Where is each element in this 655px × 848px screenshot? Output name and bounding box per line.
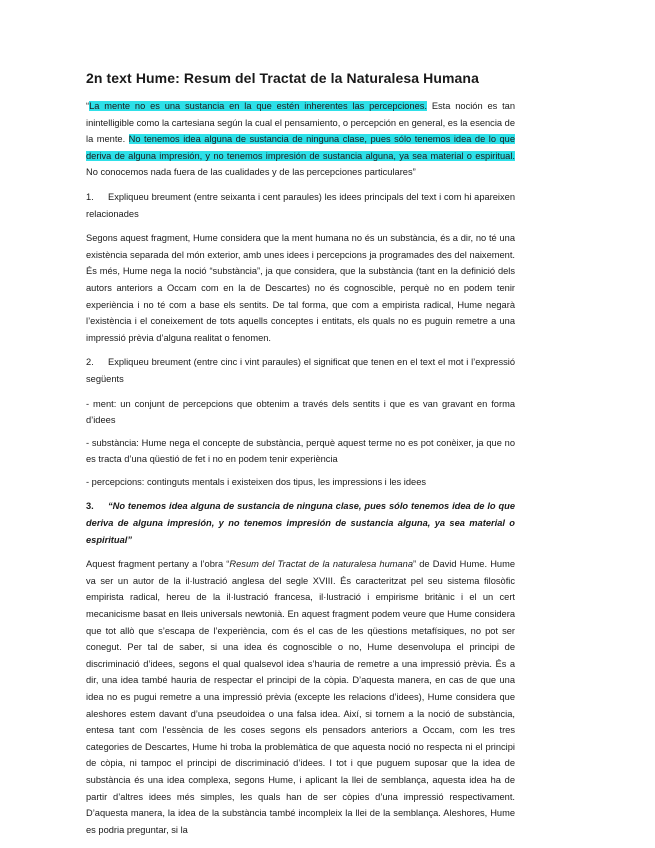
answer-3-body: ” de David Hume. Hume va ser un autor de la il·lustració anglesa del segle XVIII. És caracteritzat pel seu sistema filosòfic empirista radical, hereu de la il·lustració francesa, il·lustració i empirisme britànic i el un cert mecanicisme basat en lleis universals newtonià. En aquest fragment podem veure que Hume considera que tot allò que s’escapa de l’experiència, com és el cas de les qüestions metafísiques, no pot ser conegut. Per tal de saber, si una idea és cognoscible o no, Hume desenvolupa el principi de discriminació d’idees, segons el qual qualsevol idea s’hauria de remetre a una impressió prèvia. És a dir, una idea també hauria de respectar el principi de la còpia. D’aquesta manera, en cas de que una idea no es pugui remetre a una impressió prèvia (excepte les relacions d’idees), Hume considera que aleshores estem davant d’una pseudoidea o una falsa idea. Així, si tornem a la noció de substància, entesa tant com l’essència de les coses segons els pensadors anteriors a Occam, com les tres categories de Descartes, Hume hi troba la problemàtica de que aquesta noció no respecta ni el principi de còpia, ni tampoc el principi de discriminació d’idees. I tot i que puguem suposar que la idea de substància és una idea complexa, segons Hume, i aplicant la llei de semblança, aquesta idea ha de partir d’altres idees més simples, les quals han de ser còpies d’una impressió respectivament. D’aquesta manera, la idea de la substància també incompleix la llei de la semblança. Aleshores, Hume es podria preguntar, si la: [86, 559, 515, 835]
question-2: [86, 354, 515, 387]
highlighted-text-2: No tenemos idea alguna de sustancia de ninguna clase, pues sólo tenemos idea de lo que deriva de alguna impresión, y no tenemos impresión de sustancia alguna, ya sea material o espiritual.: [86, 134, 515, 161]
answer-3: [86, 556, 515, 838]
answer-1: Segons aquest fragment, Hume considera que la ment humana no és un substància, és a dir, no té una existència separada del món exterior, amb unes idees i percepcions ja programades des del naixement. És més, Hume nega la noció “substància”, ja que considera, que la substància (tant en la definició dels autors anteriors a Occam com en la de Descartes) no és cognoscible, perquè no en podem tenir experiència i no té com a base els sentits. De tal forma, que com a empirista radical, Hume negarà l’existència i el coneixement de tots aquells conceptes i entitats, els quals no es puguin remetre a una impressió prèvia d’alguna realitat o fenomen.: [86, 233, 515, 343]
question-3: [86, 498, 515, 548]
question-3-text: “No tenemos idea alguna de sustancia de ninguna clase, pues sólo tenemos idea de lo que deriva de alguna impresión, y no tenemos impresión de sustancia alguna, ya sea material o espiritual”: [86, 501, 515, 545]
quote-text: Esta noción es tan inintelligible como la cartesiana según la cual el pensamiento, o percepción en general, es la esencia de la mente.: [86, 101, 516, 145]
question-1-number: 1.: [86, 191, 94, 202]
highlighted-text-1: La mente no es una sustancia en la que estén inherentes las percepciones.: [89, 101, 428, 111]
quote-end: No conocemos nada fuera de las cualidades y de las percepciones particulares”: [86, 167, 416, 178]
answer-3-intro: Aquest fragment pertany a l’obra “: [86, 559, 230, 570]
question-3-number: 3.: [86, 501, 94, 512]
document-title: 2n text Hume: Resum del Tractat de la Naturalesa Humana: [86, 70, 479, 86]
definition-ment: - ment: un conjunt de percepcions que obtenim a través dels sentits i que es van gravant en forma d’idees: [86, 398, 515, 426]
question-1-text: Expliqueu breument (entre seixanta i cent paraules) les idees principals del text i com hi apareixen relacionades: [86, 191, 515, 219]
definition-substancia: - substància: Hume nega el concepte de substància, perquè aquest terme no es pot conèixer, ja que no es tracta d’una qüestió de fet i no en podem tenir experiència: [86, 437, 515, 465]
work-title: Resum del Tractat de la naturalesa humana: [229, 559, 413, 570]
quote-open-mark: “: [86, 101, 90, 111]
quote-paragraph: [86, 98, 515, 181]
definition-percepcions: - percepcions: continguts mentals i existeixen dos tipus, les impressions i les idees: [86, 476, 427, 487]
question-2-text: Expliqueu breument (entre cinc i vint paraules) el significat que tenen en el text el mot i l’expressió següents: [86, 357, 515, 384]
question-2-number: 2.: [86, 357, 94, 368]
question-1: [86, 189, 515, 222]
